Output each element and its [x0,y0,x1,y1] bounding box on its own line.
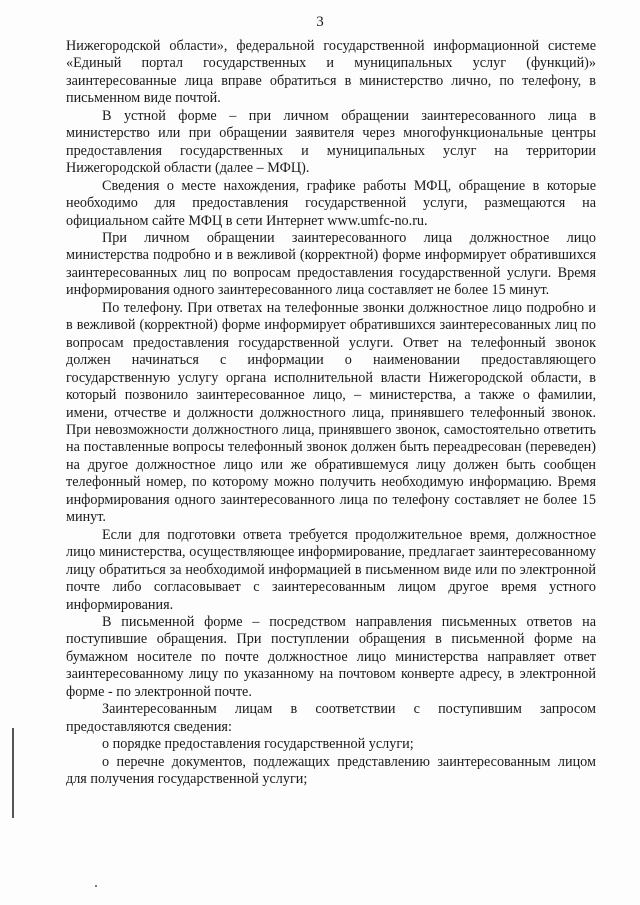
paragraph-1: Нижегородской области», федеральной государственной информационной системе «Единый портал государственных и муниципальных услуг (функций)» заинтересованные лица вправе обратиться в министерство лично, по телефону, в письменном виде почтой. [66,38,596,107]
paragraph-7: В письменной форме – посредством направления письменных ответов на поступившие обращения. При поступлении обращения в письменной форме на бумажном носителе по почте должностное лицо министерства направляет ответ заинтересованному лицу по указанному на почтовом конверте адресу, в электронной форме - по электронной почте. [66,613,596,700]
paragraph-10: о перечне документов, подлежащих представлению заинтересованным лицом для получения государственной услуги; [66,753,596,788]
document-body [66,38,596,788]
paragraph-5: По телефону. При ответах на телефонные звонки должностное лицо подробно и в вежливой (корректной) форме информирует обратившихся заинтересованных лиц по вопросам предоставления государственной услуги. Ответ на телефонный звонок должен начинаться с информации о наименовании предоставляющего государственную услугу органа исполнительной власти Нижегородской области, в который позвонило заинтересованное лицо, – министерства, а также о фамилии, имени, отчестве и должности должностного лица, принявшего телефонный звонок. При невозможности должностного лица, принявшего звонок, самостоятельно ответить на поставленные вопросы телефонный звонок должен быть переадресован (переведен) на другое должностное лицо или же обратившемуся лицу должен быть сообщен телефонный номер, по которому можно получить необходимую информацию. Время информирования одного заинтересованного лица по телефону составляет не более 15 минут. [66,299,596,526]
paragraph-8: Заинтересованным лицам в соответствии с поступившим запросом предоставляются сведения: [66,701,596,735]
paragraph-3: Сведения о месте нахождения, графике работы МФЦ, обращение в которые необходимо для предоставления государственной услуги, размещаются на официальном сайте МФЦ в сети Интернет www.umfc-no.ru. [66,177,596,229]
scan-edge-mark [12,728,14,818]
scan-dust-mark [95,885,97,887]
paragraph-6: Если для подготовки ответа требуется продолжительное время, должностное лицо министерства, осуществляющее информирование, предлагает заинтересованному лицу обратиться за необходимой информацией в письменном виде или по электронной почте либо согласовывает с заинтересованным лицом другое время устного информирования. [66,526,596,613]
paragraph-2: В устной форме – при личном обращении заинтересованного лица в министерство или при обращении заявителя через многофункциональные центры предоставления государственных и муниципальных услуг на территории Нижегородской области (далее – МФЦ). [66,107,596,177]
paragraph-4: При личном обращении заинтересованного лица должностное лицо министерства подробно и в вежливой (корректной) форме информирует обратившихся заинтересованных лиц по вопросам предоставления государственной услуги. Время информирования одного заинтересованного лица составляет не более 15 минут. [66,229,596,299]
paragraph-9: о порядке предоставления государственной услуги; [102,736,414,753]
page-number: 3 [316,14,324,30]
